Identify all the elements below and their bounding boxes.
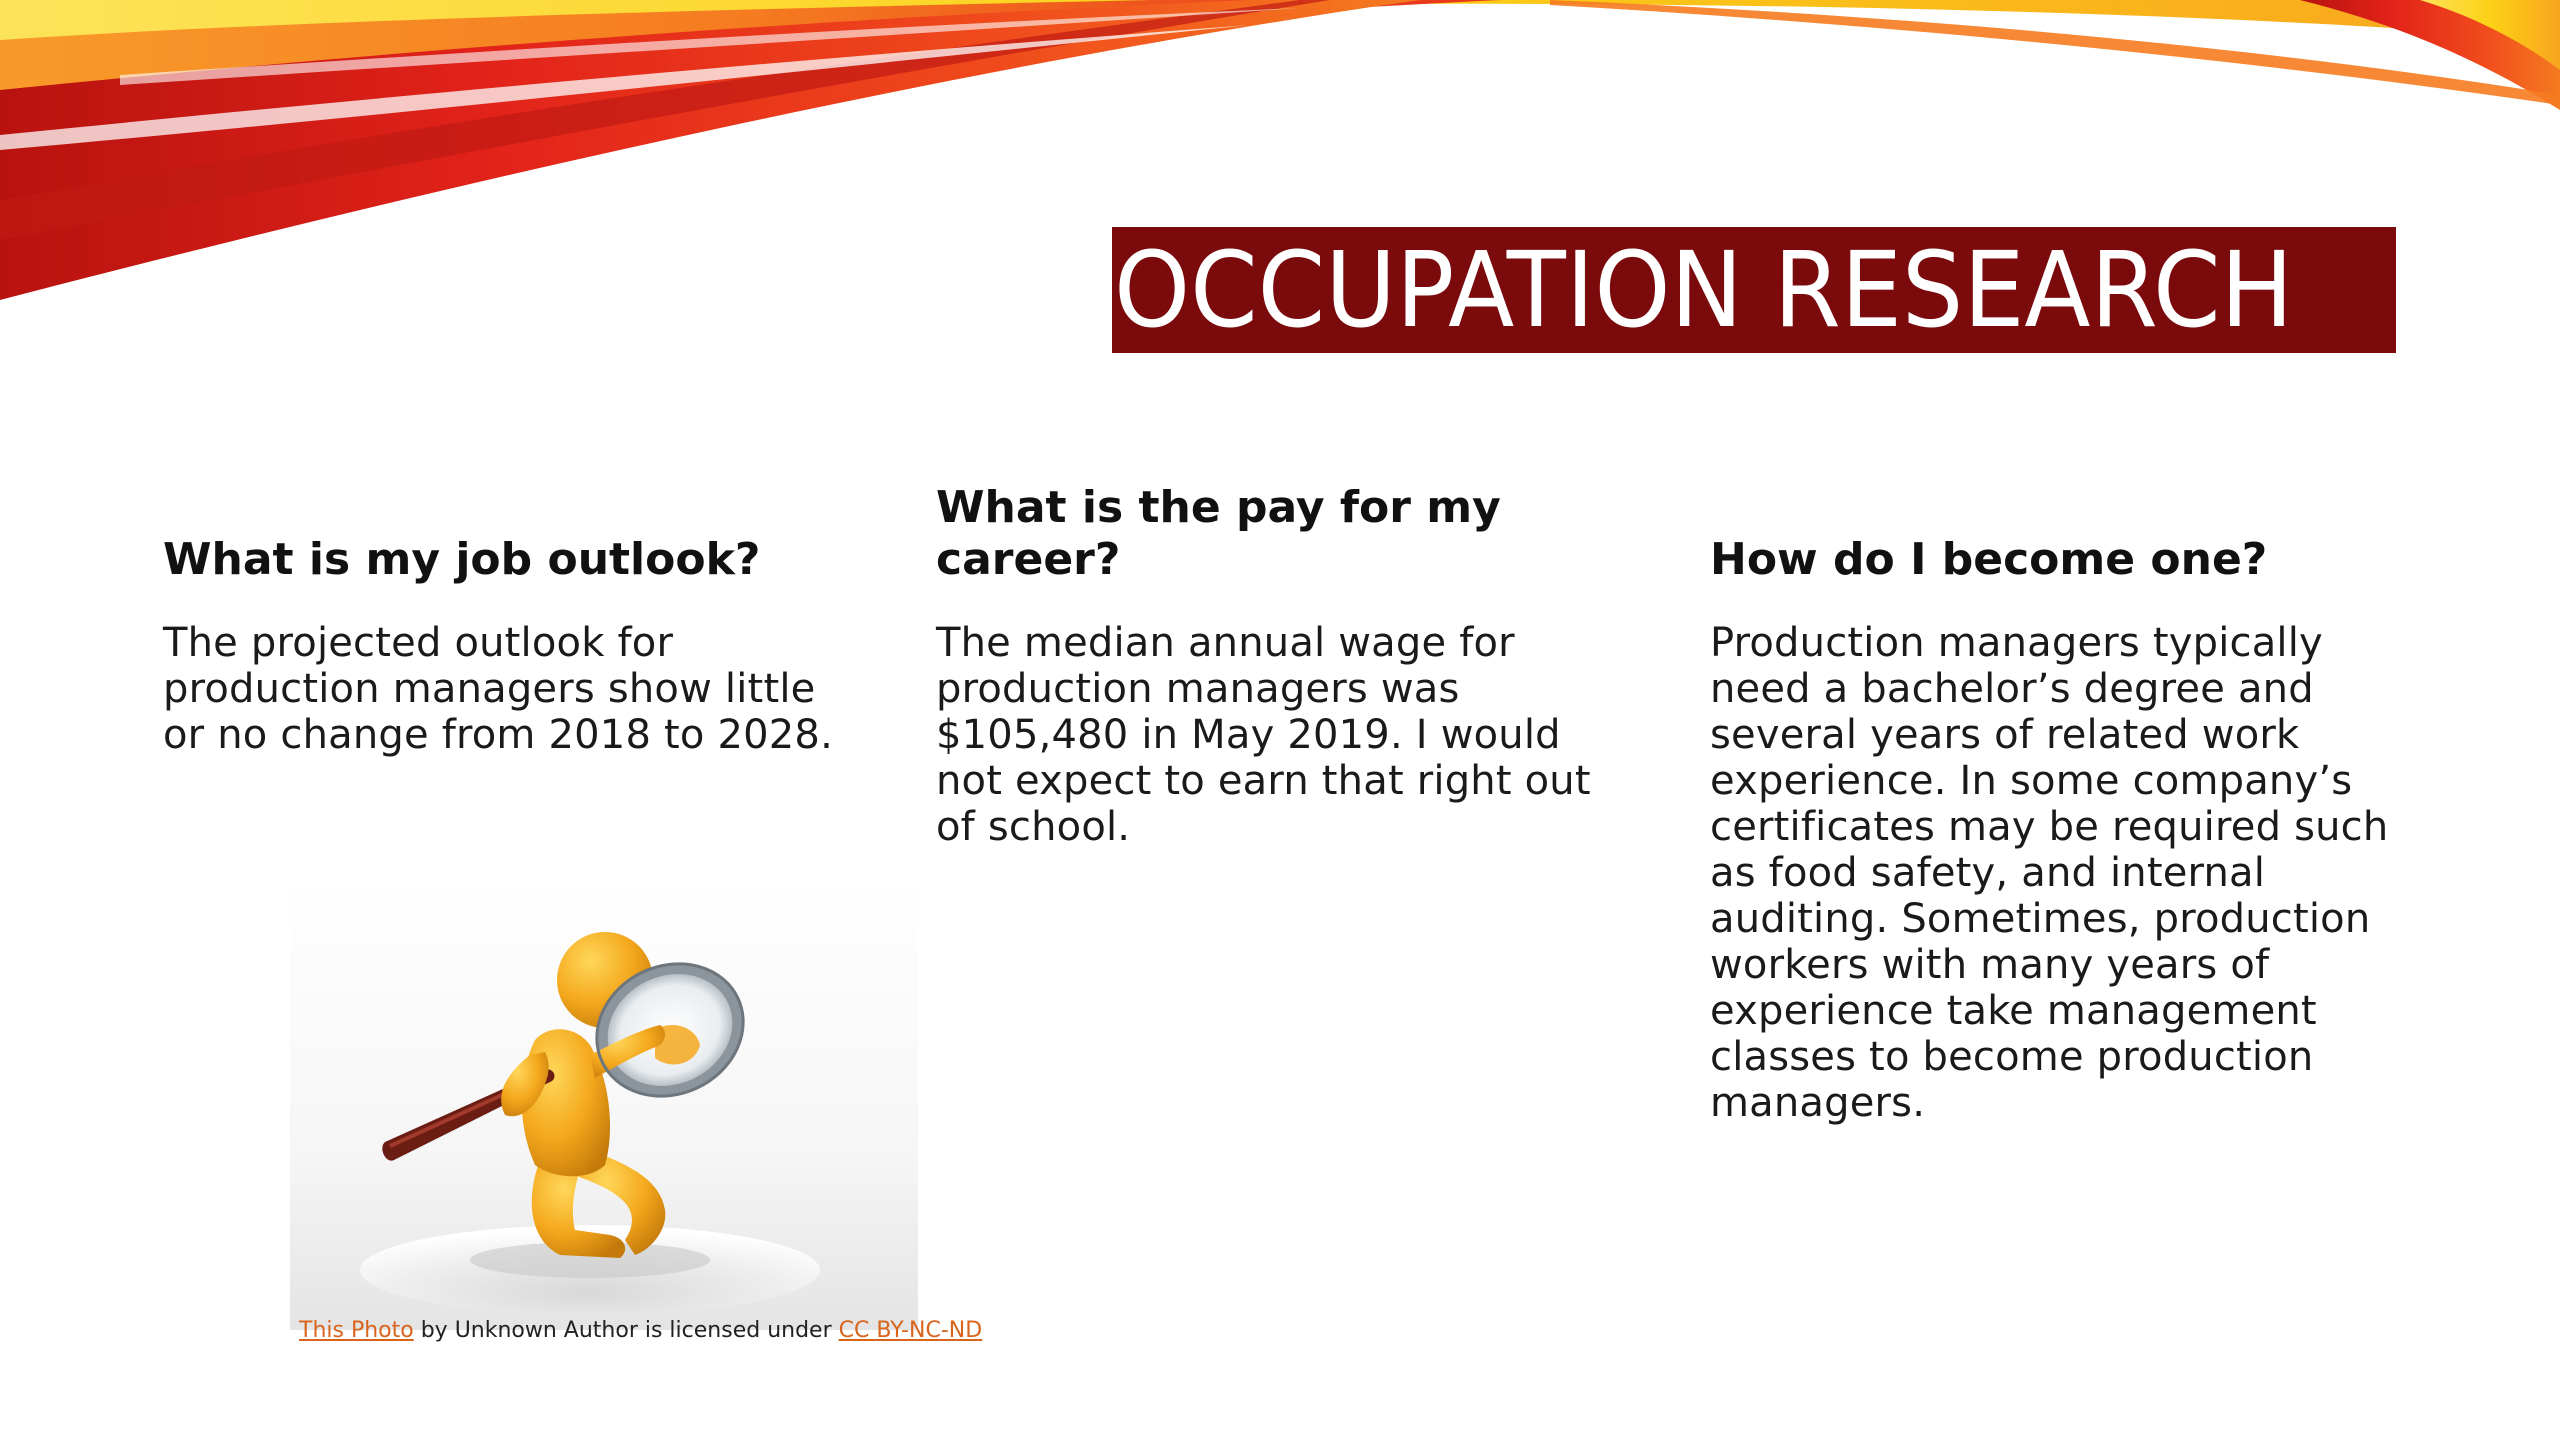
- photo-caption: [299, 1318, 982, 1343]
- heading-wrap: [1710, 470, 2400, 586]
- figure-with-magnifying-glass-icon: [290, 880, 918, 1330]
- license-link[interactable]: CC BY-NC-ND: [838, 1318, 983, 1343]
- column-body: The projected outlook for production managers show little or no change from 2018 to 2028.: [163, 620, 833, 758]
- slide-title: OCCUPATION RESEARCH: [1114, 229, 2294, 351]
- column-pay: [936, 470, 1626, 850]
- column-become-one: [1710, 470, 2400, 1126]
- heading-wrap: [936, 470, 1626, 586]
- caption-text: by Unknown Author is licensed under: [413, 1318, 839, 1343]
- column-job-outlook: [163, 470, 853, 758]
- heading-wrap: [163, 470, 853, 586]
- column-heading: How do I become one?: [1710, 534, 2268, 585]
- column-body: The median annual wage for production managers was $105,480 in May 2019. I would not expect to earn that right out of school.: [936, 620, 1591, 850]
- column-heading: What is my job outlook?: [163, 534, 761, 585]
- research-photo: [290, 880, 918, 1330]
- column-body: Production managers typically need a bachelor’s degree and several years of related work experience. In some company’s certificates may be required such as food safety, and internal auditing. Sometimes, production workers with many years of experience take management classes to become production managers.: [1710, 620, 2389, 1126]
- column-heading: What is the pay for my career?: [936, 482, 1501, 585]
- photo-link[interactable]: This Photo: [299, 1318, 414, 1343]
- title-banner: [1112, 227, 2396, 353]
